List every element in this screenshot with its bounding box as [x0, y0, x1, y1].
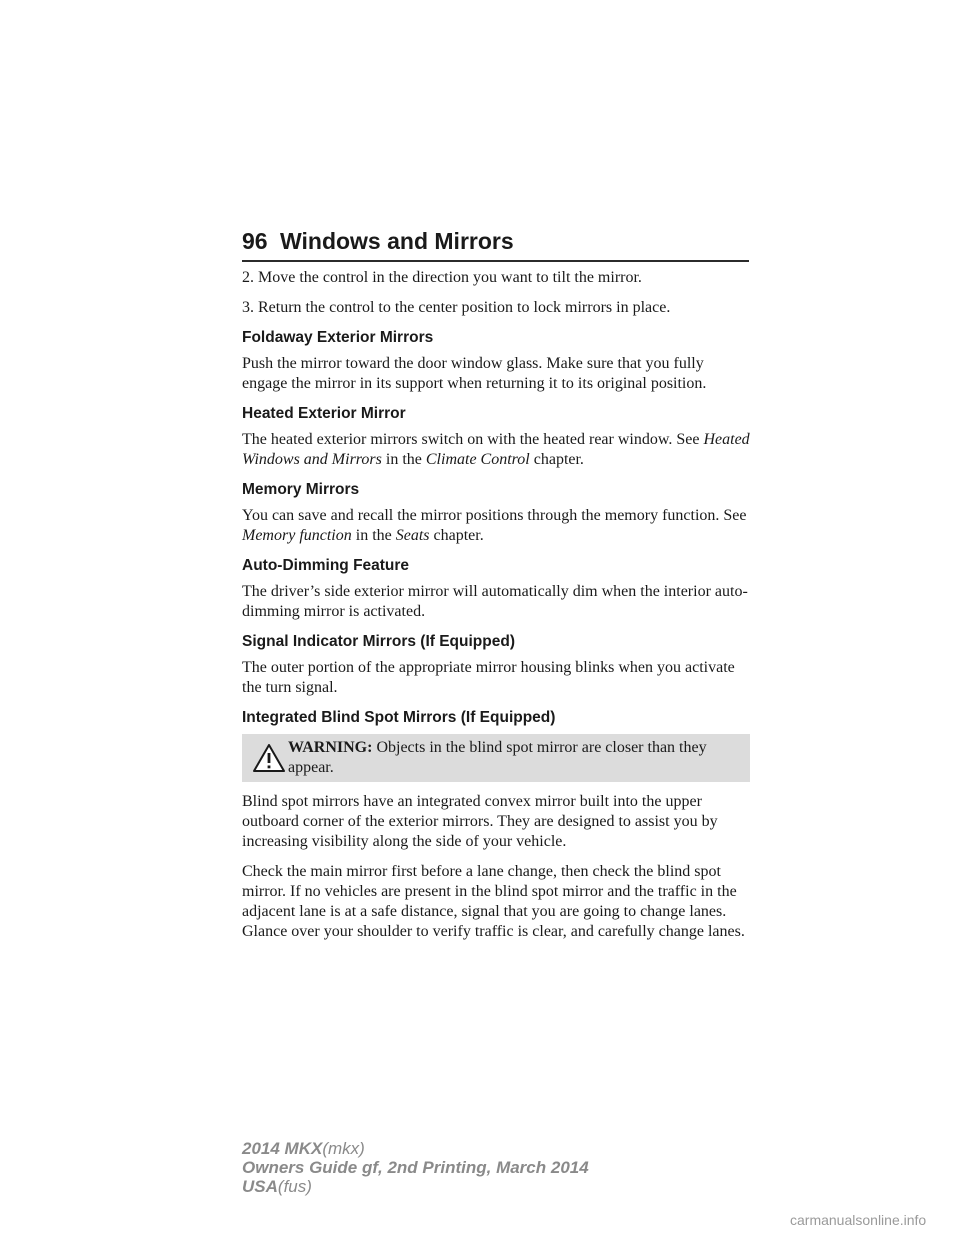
footer-market-code: (fus) [277, 1177, 312, 1196]
footer-line-3 [242, 1177, 589, 1196]
heated-text-start: The heated exterior mirrors switch on with the heated rear window. See [242, 431, 704, 448]
seats-ref: Seats [395, 527, 430, 544]
memory-function-ref: Memory function [242, 527, 352, 544]
page-number: 96 [242, 228, 268, 254]
watermark: carmanualsonline.info [790, 1212, 927, 1228]
climate-control-ref: Climate Control [425, 451, 530, 468]
heading-autodim: Auto-Dimming Feature [242, 557, 410, 574]
warning-text [288, 738, 744, 778]
footer-line-1 [242, 1139, 589, 1158]
memory-text-start: You can save and recall the mirror positions through the memory function. See [242, 507, 747, 524]
chapter-title: Windows and Mirrors [280, 228, 514, 254]
heading-blindspot: Integrated Blind Spot Mirrors (If Equipped) [242, 709, 556, 726]
footer-model: 2014 MKX [242, 1139, 323, 1158]
heated-text-end: chapter. [529, 451, 584, 468]
paragraph-foldaway: Push the mirror toward the door window glass. Make sure that you fully engage the mirror in its support when returning it to its original position. [242, 355, 707, 392]
heading-memory: Memory Mirrors [242, 481, 360, 498]
warning-triangle-icon [252, 743, 286, 773]
page-content [242, 268, 750, 952]
memory-text-end: chapter. [429, 527, 484, 544]
heated-ref-link: Heated Windows and Mirrors [242, 431, 750, 468]
paragraph-autodim: The driver’s side exterior mirror will automatically dim when the interior auto-dimming mirror is activated. [242, 583, 748, 620]
paragraph-signal: The outer portion of the appropriate mirror housing blinks when you activate the turn signal. [242, 659, 735, 696]
memory-text-mid: in the [351, 527, 396, 544]
heated-text-mid: in the [381, 451, 426, 468]
heading-foldaway: Foldaway Exterior Mirrors [242, 329, 434, 346]
paragraph-heated [242, 430, 750, 470]
step-2: 2. Move the control in the direction you want to tilt the mirror. [242, 269, 642, 286]
paragraph-blindspot-1: Blind spot mirrors have an integrated convex mirror built into the upper outboard corner of the exterior mirrors. They are designed to assist you by increasing visibility along the side of your vehicle. [242, 793, 718, 850]
page-header [242, 226, 749, 262]
paragraph-blindspot-2: Check the main mirror first before a lane change, then check the blind spot mirror. If no vehicles are present in the blind spot mirror and the traffic in the adjacent lane is at a safe distance, signal that you are going to change lanes. Glance over your shoulder to verify traffic is clear, and carefully change lanes. [242, 863, 745, 940]
footer-model-code: (mkx) [322, 1139, 365, 1158]
document-footer [242, 1139, 589, 1196]
footer-market: USA [242, 1177, 278, 1196]
paragraph-memory [242, 506, 750, 546]
warning-message: Objects in the blind spot mirror are closer than they appear. [288, 739, 707, 776]
heading-signal: Signal Indicator Mirrors (If Equipped) [242, 633, 515, 650]
warning-label: WARNING: [288, 739, 373, 756]
heading-heated: Heated Exterior Mirror [242, 405, 406, 422]
footer-line-2: Owners Guide gf, 2nd Printing, March 2014 [242, 1158, 589, 1177]
step-3: 3. Return the control to the center position to lock mirrors in place. [242, 299, 671, 316]
warning-box [242, 734, 750, 782]
